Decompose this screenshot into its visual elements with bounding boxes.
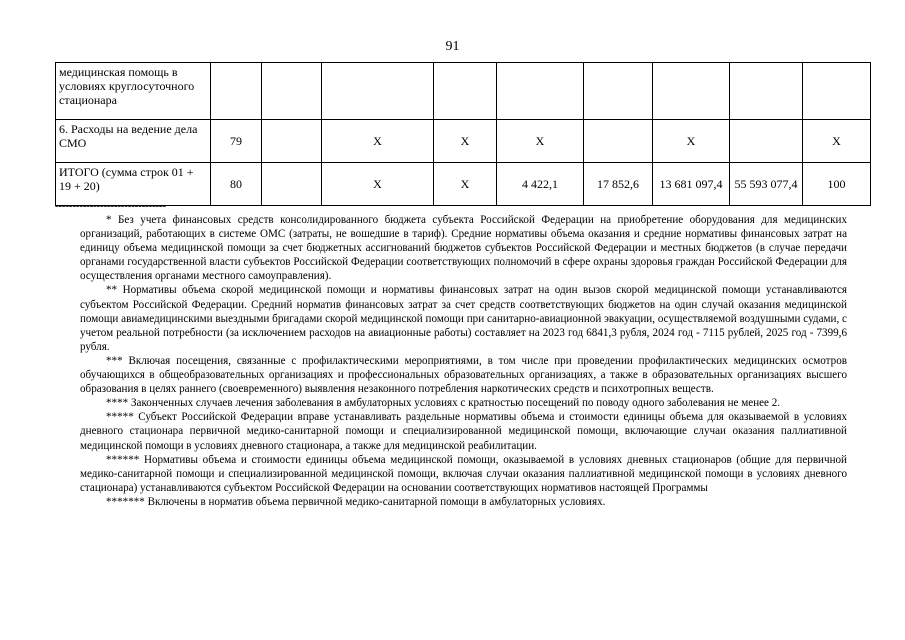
table-cell: X — [434, 163, 497, 206]
table-cell — [262, 120, 322, 163]
footnote-1: * Без учета финансовых средств консолидированного бюджета субъекта Российской Федерации на приобретение оборудования для медицинских организаций, работающих в системе ОМС (затраты, не вошедшие в тариф). Средние нормативы объема оказания и средние нормативы финансовых затрат на единицу объема медицинской помощи за счет бюджетных ассигнований бюджетов субъектов Российской Федерации и местных бюджетов (в случае передачи органами государственной власти субъектов Российской Федерации соответствующих полномочий в сфере охраны здоровья граждан Российской Федерации для осуществления органами местного самоуправления). — [80, 214, 847, 283]
table-cell: 17 852,6 — [584, 163, 653, 206]
table-cell — [497, 63, 584, 120]
table-cell — [211, 63, 262, 120]
table-cell: 4 422,1 — [497, 163, 584, 206]
footnote-4: **** Законченных случаев лечения заболевания в амбулаторных условиях с кратностью посещений по поводу одного заболевания не менее 2. — [106, 397, 781, 410]
footnote-separator: -------------------------------- — [55, 200, 166, 212]
table-cell — [803, 63, 871, 120]
footnote-7: ******* Включены в норматив объема первичной медико-санитарной помощи в амбулаторных условиях. — [106, 495, 606, 508]
table-cell: X — [434, 120, 497, 163]
table-cell — [730, 63, 803, 120]
footnote-2: ** Нормативы объема скорой медицинской помощи и нормативы финансовых затрат на один вызов скорой медицинской помощи устанавливаются субъектом Российской Федерации. Средний норматив финансовых затрат за счет средств соответствующих бюджетов на один случай оказания медицинской помощи авиамедицинскими выездными бригадами скорой медицинской помощи при санитарно-авиационной эвакуации, осуществляемой воздушными судами, с учетом реальной потребности (за исключением расходов на авиационные работы) составляет на 2023 год 6841,3 рубля, 2024 год - 7115 рублей, 2025 год - 7399,6 рубля. — [80, 284, 847, 353]
table-row — [56, 120, 871, 163]
table-cell — [262, 63, 322, 120]
table-cell: 55 593 077,4 — [730, 163, 803, 206]
table-cell: 100 — [803, 163, 871, 206]
table-cell — [584, 63, 653, 120]
row-code: 80 — [211, 163, 262, 206]
table-cell: X — [497, 120, 584, 163]
footnote-5: ***** Субъект Российской Федерации вправе устанавливать раздельные нормативы объема и стоимости единицы объема для оказываемой в условиях дневного стационара первичной медико-санитарной помощи и специализированной медицинской помощи, включающие случаи оказания паллиативной медицинской помощи в условиях дневного стационара, а также для медицинской реабилитации. — [80, 411, 847, 452]
footnote-6: ****** Нормативы объема и стоимости единицы объема медицинской помощи, оказываемой в условиях дневных стационаров (общие для первичной медико-санитарной помощи и специализированной медицинской помощи, включая случаи оказания паллиативной медицинской помощи в условиях дневного стационара) устанавливаются субъектом Российской Федерации на основании соответствующих нормативов настоящей Программы — [80, 453, 847, 494]
table-cell: X — [322, 120, 434, 163]
table-cell — [434, 63, 497, 120]
row-code: 79 — [211, 120, 262, 163]
row-name: 6. Расходы на ведение дела СМО — [56, 120, 211, 163]
table-cell: X — [803, 120, 871, 163]
financial-norms-table — [55, 62, 871, 206]
table-row — [56, 163, 871, 206]
table-cell: 13 681 097,4 — [653, 163, 730, 206]
table-cell — [262, 163, 322, 206]
footnote-3: *** Включая посещения, связанные с профилактическими мероприятиями, в том числе при проведении профилактических медицинских осмотров обучающихся в общеобразовательных организациях и профессиональных образовательных организациях, а также в образовательных организациях высшего образования в целях раннего (своевременного) выявления незаконного потребления наркотических средств и психотропных веществ. — [80, 354, 847, 396]
table-cell — [730, 120, 803, 163]
row-name: ИТОГО (сумма строк 01 + 19 + 20) — [56, 163, 211, 206]
table-row — [56, 63, 871, 120]
table-cell: X — [653, 120, 730, 163]
footnotes — [80, 213, 847, 509]
table-cell — [584, 120, 653, 163]
table-cell — [322, 63, 434, 120]
table-cell — [653, 63, 730, 120]
row-name: медицинская помощь в условиях круглосуточного стационара — [56, 63, 211, 120]
table-cell: X — [322, 163, 434, 206]
page-number: 91 — [445, 39, 460, 54]
